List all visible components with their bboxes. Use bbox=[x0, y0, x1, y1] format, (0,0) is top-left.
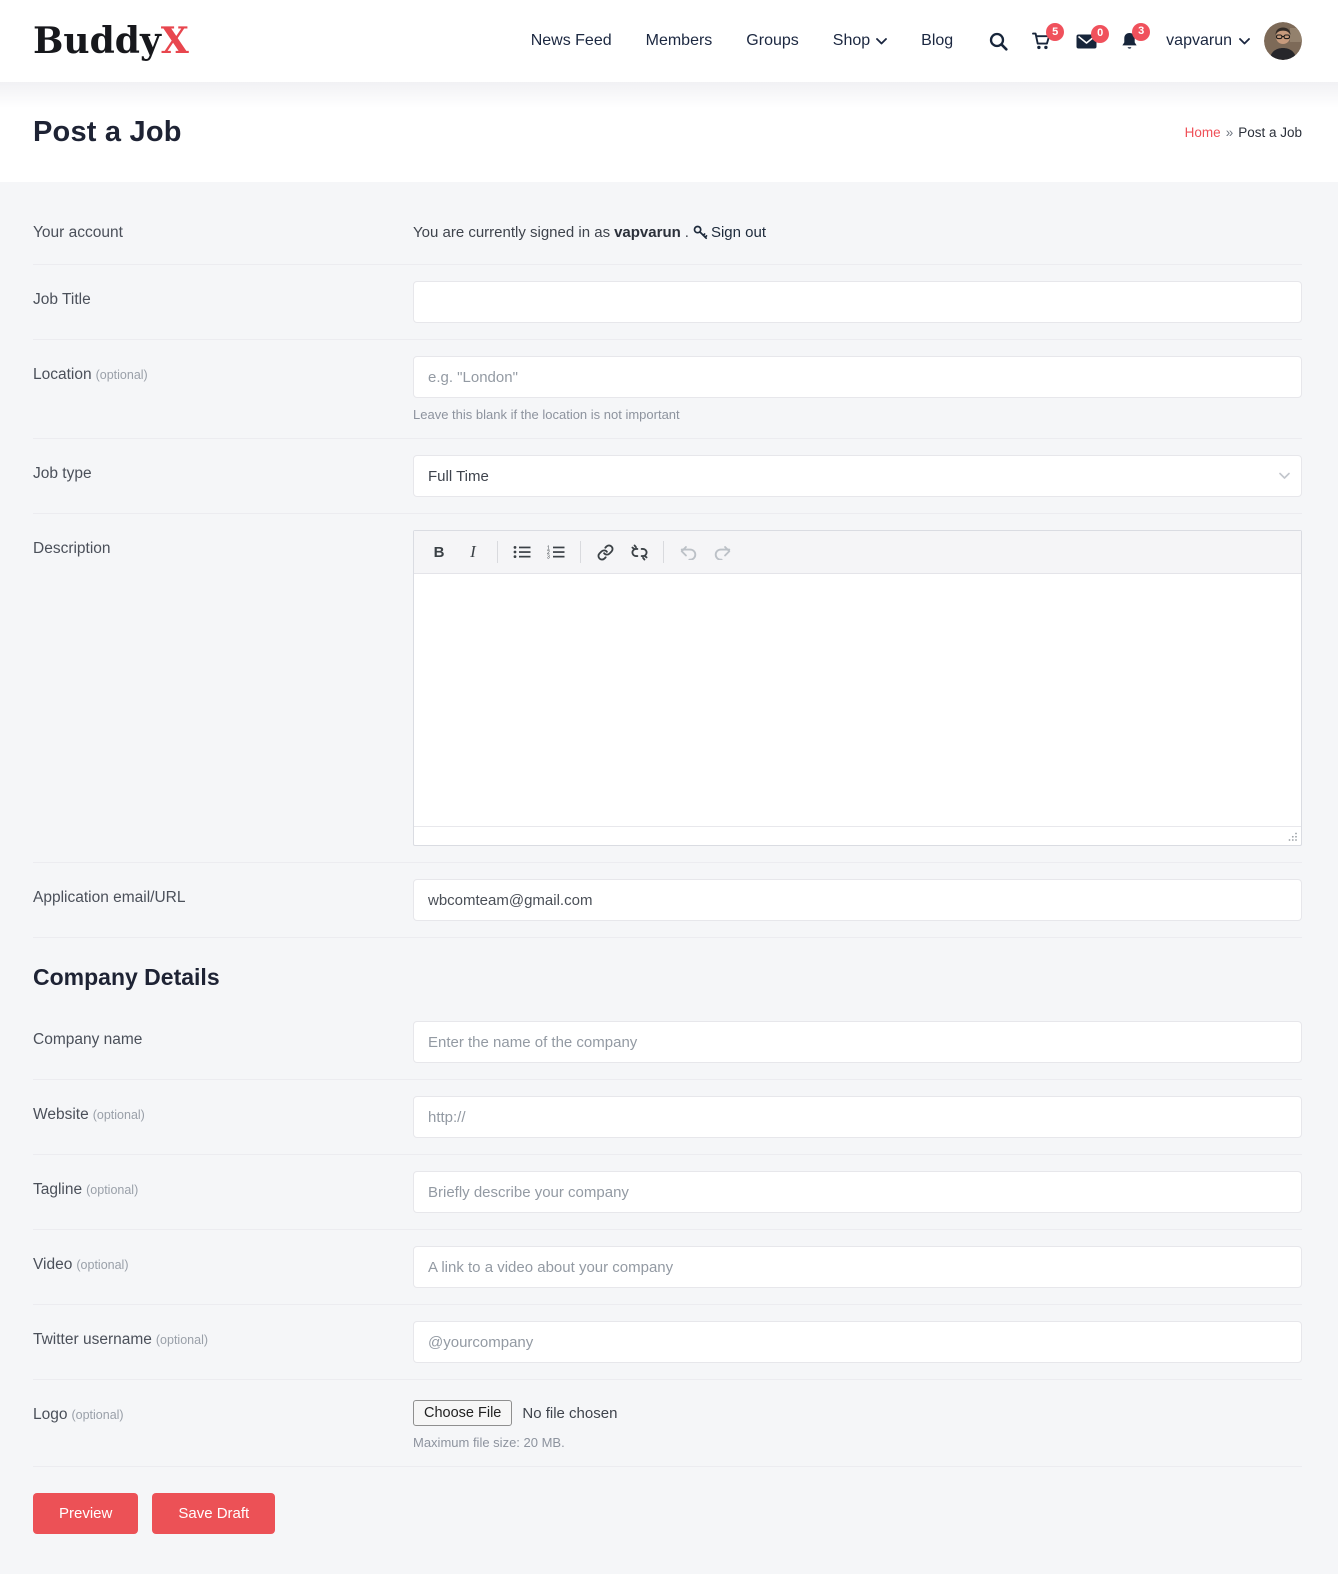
form-row-application bbox=[33, 863, 1302, 938]
location-input[interactable] bbox=[413, 356, 1302, 398]
bulleted-list-icon bbox=[513, 545, 531, 559]
form-row-job-title bbox=[33, 265, 1302, 340]
search-icon bbox=[989, 32, 1008, 51]
company-name-label: Company name bbox=[33, 1031, 143, 1048]
optional-marker: (optional) bbox=[92, 1108, 145, 1122]
numbered-list-icon bbox=[547, 545, 565, 559]
bulleted-list-button[interactable] bbox=[505, 538, 539, 566]
file-status-text: No file chosen bbox=[522, 1404, 618, 1422]
account-username: vapvarun bbox=[614, 224, 681, 241]
preview-button[interactable]: Preview bbox=[33, 1493, 138, 1534]
resize-grip[interactable] bbox=[1287, 831, 1298, 842]
form-actions bbox=[33, 1493, 1302, 1534]
header-right bbox=[531, 22, 1302, 60]
video-input[interactable] bbox=[413, 1246, 1302, 1288]
redo-button[interactable] bbox=[705, 538, 739, 566]
editor-statusbar bbox=[414, 826, 1301, 845]
user-name: vapvarun bbox=[1166, 32, 1232, 49]
twitter-input[interactable] bbox=[413, 1321, 1302, 1363]
svg-text:3: 3 bbox=[547, 554, 550, 559]
job-type-label: Job type bbox=[33, 465, 92, 482]
form-row-tagline bbox=[33, 1155, 1302, 1230]
breadcrumb-current: Post a Job bbox=[1238, 124, 1302, 140]
optional-marker: (optional) bbox=[155, 1333, 209, 1347]
account-status-text: You are currently signed in as bbox=[413, 224, 611, 241]
breadcrumb-separator: » bbox=[1225, 124, 1234, 140]
form-row-company-name bbox=[33, 1005, 1302, 1080]
form-row-location bbox=[33, 340, 1302, 439]
nav-item-news-feed[interactable]: News Feed bbox=[530, 32, 612, 49]
italic-button[interactable] bbox=[456, 538, 490, 566]
choose-file-button[interactable]: Choose File bbox=[413, 1400, 512, 1426]
application-label: Application email/URL bbox=[33, 889, 186, 906]
form-row-account bbox=[33, 202, 1302, 265]
site-header bbox=[0, 0, 1338, 82]
page-title: Post a Job bbox=[33, 115, 182, 148]
form-row-description bbox=[33, 514, 1302, 863]
description-textarea[interactable] bbox=[414, 574, 1301, 826]
optional-marker: (optional) bbox=[86, 1183, 139, 1197]
location-label: Location (optional) bbox=[33, 366, 148, 383]
optional-marker: (optional) bbox=[95, 368, 148, 382]
signout-label: Sign out bbox=[710, 224, 766, 241]
company-name-input[interactable] bbox=[413, 1021, 1302, 1063]
unlink-button[interactable] bbox=[622, 538, 656, 566]
account-status: You are currently signed in as vapvarun . Sign out bbox=[413, 224, 766, 241]
nav-item-blog[interactable]: Blog bbox=[921, 32, 954, 49]
avatar[interactable] bbox=[1264, 22, 1302, 60]
description-label: Description bbox=[33, 540, 111, 557]
job-type-select[interactable] bbox=[413, 455, 1302, 497]
account-label: Your account bbox=[33, 224, 123, 241]
video-label: Video (optional) bbox=[33, 1256, 129, 1273]
site-logo[interactable] bbox=[33, 20, 189, 62]
bold-button[interactable] bbox=[422, 538, 456, 566]
italic-icon: I bbox=[470, 542, 476, 561]
undo-icon bbox=[680, 545, 697, 560]
signout-link[interactable] bbox=[693, 224, 766, 241]
optional-marker: (optional) bbox=[71, 1408, 124, 1422]
form-row-video bbox=[33, 1230, 1302, 1305]
logo-text-accent: X bbox=[160, 20, 189, 62]
save-draft-button[interactable]: Save Draft bbox=[152, 1493, 275, 1534]
tagline-label: Tagline (optional) bbox=[33, 1181, 139, 1198]
breadcrumb-home-link[interactable]: Home bbox=[1184, 124, 1221, 140]
bold-icon: B bbox=[433, 543, 445, 561]
company-details-heading: Company Details bbox=[33, 964, 220, 990]
form-row-website bbox=[33, 1080, 1302, 1155]
key-icon bbox=[693, 225, 708, 240]
form-row-logo bbox=[33, 1380, 1302, 1467]
description-editor bbox=[413, 530, 1302, 846]
website-input[interactable] bbox=[413, 1096, 1302, 1138]
messages-button[interactable] bbox=[1076, 27, 1104, 49]
location-hint: Leave this blank if the location is not important bbox=[413, 407, 680, 422]
logo-label: Logo (optional) bbox=[33, 1406, 124, 1423]
logo-hint: Maximum file size: 20 MB. bbox=[413, 1435, 565, 1450]
messages-badge: 0 bbox=[1091, 25, 1109, 43]
svg-text:1: 1 bbox=[547, 545, 550, 552]
cart-button[interactable] bbox=[1032, 25, 1059, 50]
post-job-form bbox=[0, 182, 1338, 1574]
svg-text:2: 2 bbox=[547, 550, 550, 556]
nav-item-shop[interactable]: Shop bbox=[833, 32, 887, 50]
notifications-button[interactable] bbox=[1121, 25, 1145, 51]
toolbar-divider bbox=[580, 541, 581, 563]
form-row-twitter bbox=[33, 1305, 1302, 1380]
unlink-icon bbox=[631, 544, 648, 561]
chevron-down-icon bbox=[876, 38, 887, 45]
nav-item-members[interactable]: Members bbox=[645, 32, 713, 49]
application-email-input[interactable] bbox=[413, 879, 1302, 921]
logo-text-primary: Buddy bbox=[33, 20, 161, 62]
numbered-list-button[interactable] bbox=[539, 538, 573, 566]
cart-badge: 5 bbox=[1046, 23, 1064, 41]
editor-toolbar bbox=[414, 531, 1301, 574]
toolbar-divider bbox=[663, 541, 664, 563]
link-button[interactable] bbox=[588, 538, 622, 566]
toolbar-divider bbox=[497, 541, 498, 563]
tagline-input[interactable] bbox=[413, 1171, 1302, 1213]
page-title-band bbox=[0, 82, 1338, 182]
optional-marker: (optional) bbox=[76, 1258, 129, 1272]
job-title-input[interactable] bbox=[413, 281, 1302, 323]
nav-item-groups[interactable]: Groups bbox=[746, 32, 799, 49]
notifications-badge: 3 bbox=[1132, 23, 1150, 41]
form-row-job-type bbox=[33, 439, 1302, 514]
main-nav bbox=[531, 32, 953, 50]
breadcrumb bbox=[1185, 125, 1302, 140]
website-label: Website (optional) bbox=[33, 1106, 145, 1123]
search-button[interactable] bbox=[989, 32, 1008, 51]
undo-button[interactable] bbox=[671, 538, 705, 566]
chevron-down-icon bbox=[1239, 38, 1250, 45]
logo-file-field bbox=[413, 1396, 1302, 1426]
user-menu[interactable] bbox=[1166, 32, 1250, 50]
link-icon bbox=[597, 544, 614, 561]
job-title-label: Job Title bbox=[33, 291, 91, 308]
redo-icon bbox=[714, 545, 731, 560]
twitter-label: Twitter username (optional) bbox=[33, 1331, 209, 1348]
